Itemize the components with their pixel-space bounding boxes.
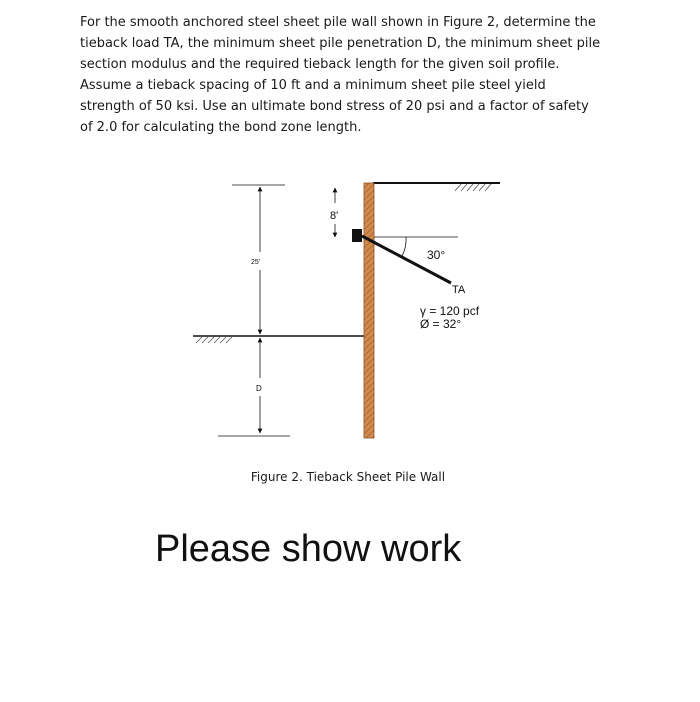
dim-penetration-label: D bbox=[256, 384, 262, 393]
problem-line: section modulus and the required tieback length for the given soil profile. bbox=[80, 57, 560, 72]
problem-line: Assume a tieback spacing of 10 ft and a minimum sheet pile steel yield bbox=[80, 78, 546, 93]
dim-top-label: 8' bbox=[330, 210, 339, 222]
soil-friction-angle: Ø = 32° bbox=[420, 317, 462, 331]
problem-line: of 2.0 for calculating the bond zone length. bbox=[80, 120, 362, 135]
problem-line: strength of 50 ksi. Use an ultimate bond stress of 20 psi and a factor of safety bbox=[80, 99, 589, 114]
problem-line: tieback load TA, the minimum sheet pile penetration D, the minimum sheet pile bbox=[80, 36, 601, 51]
dim-height-label: 25' bbox=[251, 259, 261, 266]
tieback-load-label: TA bbox=[452, 284, 466, 296]
figure-caption bbox=[0, 470, 700, 484]
soil-unit-weight: γ = 120 pcf bbox=[420, 304, 480, 318]
sheet-pile bbox=[364, 183, 374, 438]
anchor-plate bbox=[352, 229, 362, 242]
dredge-hatch bbox=[196, 337, 232, 343]
figure-caption-text: Figure 2. Tieback Sheet Pile Wall bbox=[250, 470, 446, 484]
angle-label: 30° bbox=[427, 248, 446, 262]
problem-line: For the smooth anchored steel sheet pile wall shown in Figure 2, determine the bbox=[80, 15, 596, 30]
please-show-work: Please show work bbox=[155, 528, 462, 570]
top-ground-hatch bbox=[455, 184, 491, 191]
angle-arc bbox=[402, 237, 406, 256]
